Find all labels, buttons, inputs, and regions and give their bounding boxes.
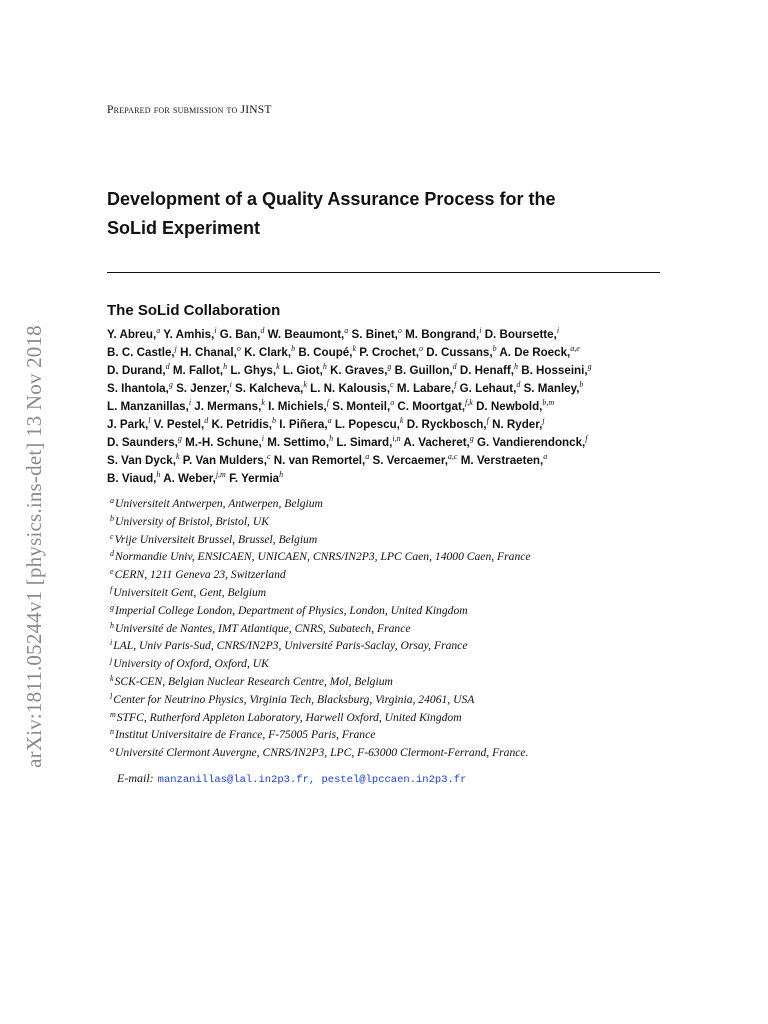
author — [460, 382, 521, 395]
author-name: I. Michiels, — [268, 400, 327, 413]
affiliation-text: SCK-CEN, Belgian Nuclear Research Centre, Mol, Belgium — [114, 674, 393, 688]
author-affiliation-mark: d — [204, 416, 209, 425]
author-affiliation-mark: h — [513, 362, 518, 371]
author-affiliation-mark: g — [177, 434, 182, 443]
author — [235, 382, 307, 395]
author — [244, 346, 295, 359]
arxiv-identifier-stamp — [20, 286, 48, 806]
author — [461, 454, 547, 467]
affiliation-text: LAL, Univ Paris-Sud, CNRS/IN2P3, Université Paris-Saclay, Orsay, France — [113, 639, 468, 653]
author-affiliation-mark: o — [390, 398, 395, 407]
author-affiliation-mark: a — [156, 326, 161, 335]
affiliation-key: h — [110, 620, 114, 630]
author-name: M. Verstraeten, — [460, 454, 544, 467]
author — [230, 364, 279, 377]
author — [107, 346, 177, 359]
collaboration-name: The SoLid Collaboration — [107, 302, 281, 319]
author-name: L. Ghys, — [230, 364, 277, 377]
author-affiliation-mark: l — [148, 416, 151, 425]
affiliation-key: o — [110, 745, 114, 755]
author-name: B. Viaud, — [107, 472, 157, 485]
author-name: M. Fallot, — [172, 364, 224, 377]
paper-title — [107, 185, 660, 243]
affiliation — [110, 566, 663, 584]
author-name: P. Van Mulders, — [182, 454, 267, 467]
affiliation-list — [110, 495, 663, 762]
author — [107, 418, 151, 431]
author-affiliation-mark: b — [579, 380, 584, 389]
author — [194, 400, 265, 413]
paper-title-line-1: Development of a Quality Assurance Process for the — [107, 189, 556, 209]
author-affiliation-mark: b — [291, 344, 296, 353]
author-affiliation-mark: a — [344, 326, 349, 335]
author-name: D. Henaff, — [459, 364, 514, 377]
affiliation-text: CERN, 1211 Geneva 23, Switzerland — [114, 568, 286, 582]
author-name: S. Van Dyck, — [107, 454, 176, 467]
affiliation — [110, 602, 663, 620]
affiliation-text: STFC, Rutherford Appleton Laboratory, Harwell Oxford, United Kingdom — [116, 710, 462, 724]
author-name: S. Kalcheva, — [235, 382, 304, 395]
author-name: B. Coupé, — [298, 346, 353, 359]
author-affiliation-mark: k — [399, 416, 404, 425]
author-line — [107, 452, 660, 470]
author-affiliation-mark: k — [261, 398, 265, 407]
author-name: B. Guillon, — [394, 364, 453, 377]
author-name: P. Crochet, — [359, 346, 419, 359]
affiliation-key: e — [110, 567, 114, 577]
affiliation-key: a — [110, 496, 114, 505]
author-name: S. Binet, — [351, 328, 398, 341]
author — [154, 418, 209, 431]
affiliation-text: Imperial College London, Department of Physics, London, United Kingdom — [115, 603, 468, 617]
author — [107, 364, 170, 377]
author — [107, 328, 160, 341]
author-affiliation-mark: a,e — [570, 344, 580, 353]
author-affiliation-mark: d — [260, 326, 265, 335]
author-affiliation-mark: g — [587, 362, 592, 371]
author — [426, 346, 496, 359]
affiliation — [110, 691, 663, 709]
author — [279, 418, 331, 431]
affiliation — [110, 584, 663, 602]
author-name: L. Simard, — [336, 436, 393, 449]
affiliation-text: Normandie Univ, ENSICAEN, UNICAEN, CNRS/IN2P3, LPC Caen, 14000 Caen, France — [115, 550, 531, 564]
author-name: S. Ihantola, — [107, 382, 169, 395]
affiliation-key: n — [110, 727, 114, 737]
author-name: B. C. Castle, — [107, 346, 175, 359]
author — [267, 436, 333, 449]
author — [499, 346, 579, 359]
author — [163, 328, 216, 341]
author-name: I. Piñera, — [279, 418, 328, 431]
affiliation-key: g — [110, 602, 114, 612]
author — [268, 400, 329, 413]
author — [397, 382, 457, 395]
author-affiliation-mark: h — [322, 362, 327, 371]
author-name: J. Park, — [107, 418, 149, 431]
affiliation-key: j — [110, 656, 113, 666]
affiliation — [110, 655, 663, 673]
author-affiliation-mark: j,m — [215, 470, 226, 479]
author — [229, 472, 283, 485]
author-name: K. Graves, — [330, 364, 388, 377]
email-label: E-mail: — [117, 771, 154, 785]
author-affiliation-mark: d — [516, 380, 521, 389]
author-affiliation-mark: h — [279, 470, 284, 479]
author-name: M. Settimo, — [267, 436, 330, 449]
author-name: N. van Remortel, — [273, 454, 366, 467]
affiliation-text: Universiteit Antwerpen, Antwerpen, Belgium — [115, 497, 323, 510]
author — [274, 454, 370, 467]
author-name: G. Vandierendonck, — [477, 436, 586, 449]
author — [405, 328, 481, 341]
author-name: D. Boursette, — [484, 328, 557, 341]
author — [397, 400, 472, 413]
author — [395, 364, 457, 377]
author-line — [107, 380, 660, 398]
author-name: L. Popescu, — [334, 418, 400, 431]
author-name: S. Monteil, — [332, 400, 391, 413]
author-affiliation-mark: a — [365, 452, 370, 461]
affiliation-key: d — [110, 549, 114, 559]
author-affiliation-mark: k — [303, 380, 307, 389]
author — [107, 382, 173, 395]
submission-note: Prepared for submission to JINST — [107, 104, 272, 116]
affiliation-text: Center for Neutrino Physics, Virginia Tech, Blacksburg, Virginia, 24061, USA — [113, 692, 475, 706]
author-affiliation-mark: f — [454, 380, 457, 389]
author-affiliation-mark: b — [272, 416, 277, 425]
author-affiliation-mark: a,c — [447, 452, 458, 461]
affiliation-text: University of Oxford, Oxford, UK — [113, 657, 269, 671]
author-affiliation-mark: b — [492, 344, 497, 353]
author-affiliation-mark: o — [397, 326, 402, 335]
author-name: D. Ryckbosch, — [406, 418, 487, 431]
author — [332, 400, 394, 413]
author-affiliation-mark: a — [327, 416, 332, 425]
affiliation-key: f — [110, 584, 113, 594]
author — [298, 346, 356, 359]
author — [283, 364, 327, 377]
author-affiliation-mark: g — [387, 362, 392, 371]
author-line — [107, 344, 660, 362]
author — [336, 436, 400, 449]
author — [176, 382, 232, 395]
author-affiliation-mark: c — [390, 380, 394, 389]
author-name: F. Yermia — [229, 472, 280, 485]
author-affiliation-mark: i — [214, 326, 217, 335]
affiliation — [110, 531, 663, 549]
author-name: L. Giot, — [282, 364, 323, 377]
author-name: D. Saunders, — [107, 436, 178, 449]
author-affiliation-mark: h — [223, 362, 228, 371]
author-line — [107, 362, 660, 380]
author — [220, 328, 265, 341]
affiliation-key: m — [110, 709, 116, 719]
author-affiliation-mark: i — [229, 380, 232, 389]
affiliation — [110, 673, 663, 691]
author-name: D. Cussans, — [426, 346, 493, 359]
affiliation — [110, 620, 663, 638]
author-name: A. Weber, — [163, 472, 216, 485]
author-name: A. De Roeck, — [499, 346, 571, 359]
author — [403, 436, 473, 449]
author-name: L. N. Kalousis, — [310, 382, 391, 395]
author-name: M.-H. Schune, — [185, 436, 262, 449]
author — [107, 400, 191, 413]
author — [107, 454, 180, 467]
author-name: M. Bongrand, — [405, 328, 480, 341]
author-name: M. Labare, — [396, 382, 455, 395]
author-affiliation-mark: f — [486, 416, 489, 425]
author-affiliation-mark: h — [329, 434, 334, 443]
author-affiliation-mark: d — [452, 362, 457, 371]
author — [185, 436, 264, 449]
author-affiliation-mark: i,n — [392, 434, 401, 443]
author-affiliation-mark: b,m — [542, 398, 555, 407]
author — [330, 364, 391, 377]
author-affiliation-mark: o — [236, 344, 241, 353]
author-line — [107, 416, 660, 434]
author-name: G. Lehaut, — [459, 382, 517, 395]
author — [173, 364, 227, 377]
affiliation-text: Vrije Universiteit Brussel, Brussel, Belgium — [114, 532, 318, 546]
title-divider — [107, 272, 660, 273]
contact-email — [117, 769, 466, 787]
author-name: J. Mermans, — [194, 400, 262, 413]
paper-title-line-2: SoLid Experiment — [107, 218, 261, 238]
author — [460, 364, 518, 377]
author-affiliation-mark: i — [261, 434, 264, 443]
author-affiliation-mark: k — [175, 452, 180, 461]
author-affiliation-mark: k — [352, 344, 357, 353]
affiliation-text: Institut Universitaire de France, F-75005 Paris, France — [115, 728, 376, 742]
affiliation-text: Université Clermont Auvergne, CNRS/IN2P3, LPC, F-63000 Clermont-Ferrand, France. — [115, 746, 529, 760]
author-affiliation-mark: g — [168, 380, 173, 389]
author-name: N. Ryder, — [492, 418, 543, 431]
author-name: Y. Amhis, — [163, 328, 215, 341]
author — [477, 436, 587, 449]
affiliation-text: Universiteit Gent, Gent, Belgium — [113, 585, 267, 599]
affiliation-text: Université de Nantes, IMT Atlantique, CNRS, Subatech, France — [115, 621, 411, 635]
author — [107, 472, 160, 485]
author — [335, 418, 404, 431]
author-name: K. Clark, — [244, 346, 292, 359]
author-name: S. Vercaemer, — [372, 454, 448, 467]
author-affiliation-mark: f — [585, 434, 588, 443]
author-line — [107, 398, 660, 416]
affiliation-key: l — [110, 691, 113, 701]
author-line — [107, 326, 660, 344]
author — [492, 418, 545, 431]
author — [107, 436, 182, 449]
author-name: B. Hosseini, — [521, 364, 588, 377]
email-addresses[interactable]: manzanillas@lal.in2p3.fr, pestel@lpccaen.in2p3.fr — [157, 774, 467, 786]
author — [310, 382, 393, 395]
author-affiliation-mark: i — [479, 326, 482, 335]
author — [352, 328, 402, 341]
author-affiliation-mark: f — [326, 398, 329, 407]
author — [183, 454, 271, 467]
author-affiliation-mark: g — [469, 434, 474, 443]
author-affiliation-mark: c — [266, 452, 271, 461]
author-name: H. Chanal, — [180, 346, 237, 359]
author-name: A. Vacheret, — [403, 436, 470, 449]
affiliation-text: University of Bristol, Bristol, UK — [115, 514, 269, 528]
author-affiliation-mark: j — [542, 416, 545, 425]
author — [211, 418, 276, 431]
affiliation-key: c — [110, 531, 114, 541]
author — [268, 328, 349, 341]
affiliation — [110, 495, 663, 513]
author-name: L. Manzanillas, — [107, 400, 189, 413]
author-name: S. Jenzer, — [176, 382, 230, 395]
affiliation — [110, 726, 663, 744]
affiliation — [110, 548, 663, 566]
author — [359, 346, 423, 359]
author-name: V. Pestel, — [153, 418, 205, 431]
author-name: S. Manley, — [523, 382, 580, 395]
author — [485, 328, 559, 341]
author — [521, 364, 591, 377]
author-affiliation-mark: k — [276, 362, 280, 371]
author-line — [107, 470, 660, 488]
author — [476, 400, 554, 413]
author-affiliation-mark: a — [543, 452, 548, 461]
author-name: Y. Abreu, — [107, 328, 157, 341]
author — [163, 472, 226, 485]
affiliation-key: i — [110, 638, 113, 648]
affiliation — [110, 744, 663, 762]
author-affiliation-mark: f,k — [465, 398, 473, 407]
author — [180, 346, 241, 359]
author-list — [107, 326, 660, 488]
affiliation-key: k — [110, 673, 114, 683]
author-affiliation-mark: j — [174, 344, 177, 353]
author-affiliation-mark: d — [165, 362, 170, 371]
author-name: K. Petridis, — [211, 418, 273, 431]
affiliation-key: b — [110, 513, 114, 523]
author — [373, 454, 458, 467]
author-name: G. Ban, — [219, 328, 261, 341]
author-name: D. Newbold, — [476, 400, 543, 413]
author-line — [107, 434, 660, 452]
author — [407, 418, 489, 431]
affiliation — [110, 637, 663, 655]
author-name: C. Moortgat, — [397, 400, 466, 413]
arxiv-identifier-text: arXiv:1811.05244v1 [physics.ins-det] 13 Nov 2018 — [21, 324, 46, 768]
author — [524, 382, 584, 395]
author-affiliation-mark: h — [156, 470, 161, 479]
affiliation — [110, 513, 663, 531]
author-name: W. Beaumont, — [267, 328, 345, 341]
author-affiliation-mark: o — [418, 344, 423, 353]
author-name: D. Durand, — [107, 364, 166, 377]
author-affiliation-mark: i — [556, 326, 560, 335]
affiliation — [110, 709, 663, 727]
author-affiliation-mark: i — [188, 398, 192, 407]
